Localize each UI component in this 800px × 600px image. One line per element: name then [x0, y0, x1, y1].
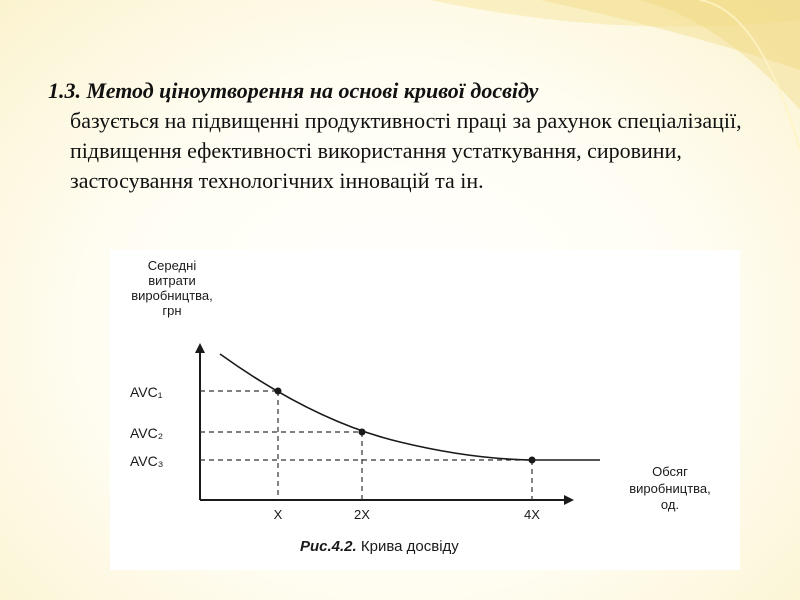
point-avc3	[529, 457, 536, 464]
y-level-avc3: AVC₃	[130, 453, 164, 469]
y-axis-label-line-4: грн	[162, 303, 182, 318]
figure-caption-number: Рис.4.2.	[300, 538, 357, 555]
y-axis-label-line-2: витрати	[148, 273, 196, 288]
x-axis-label-line-3: од.	[660, 497, 680, 512]
slide-heading: 1.3. Метод ціноутворення на основі кривої досвіду	[48, 78, 539, 103]
y-level-avc2: AVC₂	[130, 425, 164, 441]
x-tick-2x: 2X	[354, 507, 370, 522]
y-axis-label-line-1: Середні	[147, 258, 197, 273]
point-avc2	[359, 429, 366, 436]
slide-text	[48, 76, 768, 196]
figure-caption-text: Крива досвіду	[356, 538, 459, 555]
y-level-avc1: AVC₁	[130, 384, 163, 400]
point-avc1	[275, 388, 282, 395]
experience-curve-figure	[110, 250, 740, 570]
slide-body-text: базується на підвищенні продуктивності праці за рахунок спеціалізації, підвищення ефективності використання устаткування, сировини, застосування технологічних інновацій та ін.	[70, 108, 742, 193]
experience-curve-line	[220, 354, 600, 460]
figure-caption	[300, 538, 459, 555]
x-axis-label-line-1: Обсяг	[652, 464, 688, 479]
experience-curve-chart	[110, 250, 740, 570]
y-axis-label-line-3: виробництва,	[131, 288, 213, 303]
x-axis-label-line-2: виробництва,	[629, 481, 711, 496]
x-tick-4x: 4X	[524, 507, 540, 522]
x-tick-x: X	[273, 507, 283, 522]
